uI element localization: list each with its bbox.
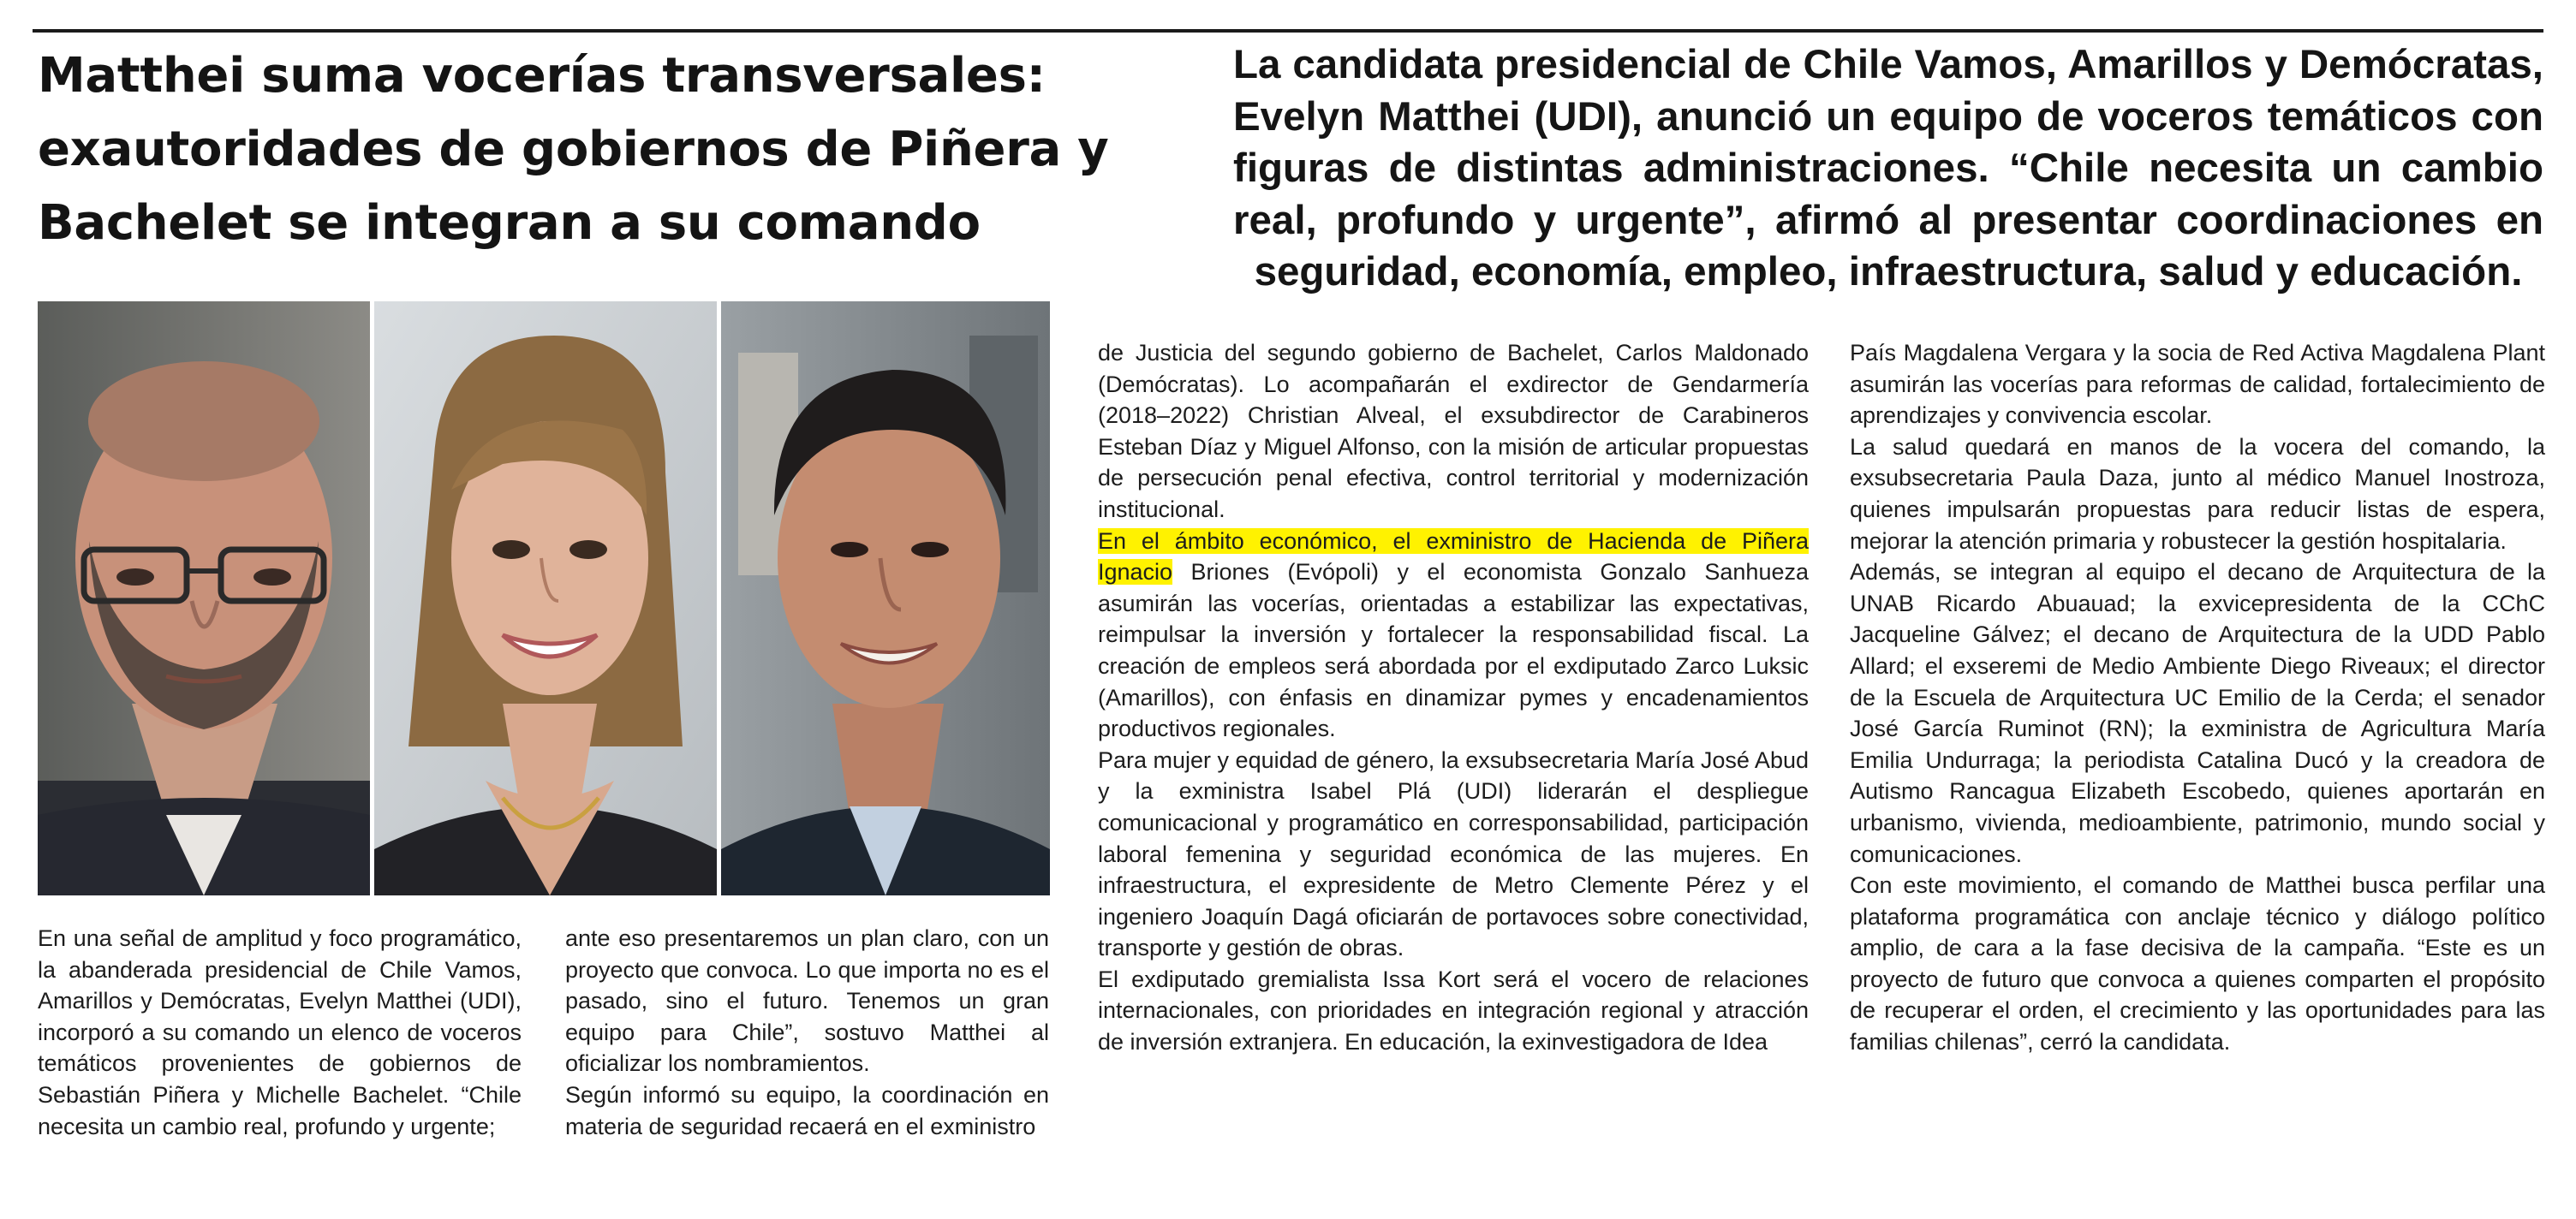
portrait-woman-smiling bbox=[374, 301, 717, 895]
column-2 bbox=[565, 923, 1049, 1142]
portrait-man-glasses bbox=[38, 301, 370, 895]
paragraph: En una señal de amplitud y foco programático, la abanderada presidencial de Chile Vamos, Amarillos y Demócratas, Evelyn Matthei (UDI), incorporó a su comando un elenco de voceros temáticos provenientes de gobiernos de Sebastián Piñera y Michelle Bachelet. “Chile necesita un cambio real, profundo y urgente; bbox=[38, 925, 522, 1139]
portrait-man-dark-hair bbox=[721, 301, 1050, 895]
paragraph: El exdiputado gremialista Issa Kort será el vocero de relaciones internacionales, con prioridades en integración regional y atracción de inversión extranjera. En educación, la exinvestigadora de Idea bbox=[1098, 966, 1809, 1055]
paragraph: Con este movimiento, el comando de Matthei busca perfilar una plataforma programática con anclaje técnico y diálogo político amplio, de cara a la fase decisiva de la campaña. “Este es un proyecto de futuro que convoca a quienes comparten el propósito de recuperar el orden, el crecimiento y las oportunidades para las familias chilenas”, cerró la candidata. bbox=[1850, 872, 2545, 1055]
column-4 bbox=[1850, 337, 2545, 1058]
paragraph-economy bbox=[1098, 526, 1809, 745]
lede: La candidata presidencial de Chile Vamos, Amarillos y Demócratas, Evelyn Matthei (UDI), anunció un equipo de voceros temáticos con figuras de distintas administraciones. “Chile necesita un cambio real, profundo y urgente”, afirmó al presentar coordinaciones en seguridad, economía, empleo, infraestructura, salud y educación. bbox=[1233, 42, 2543, 294]
paragraph: ante eso presentaremos un plan claro, con un proyecto que convoca. Lo que importa no es el pasado, sino el futuro. Tenemos un gran equipo para Chile”, sostuvo Matthei al oficializar los nombramientos. bbox=[565, 925, 1049, 1077]
column-3 bbox=[1098, 337, 1809, 1058]
paragraph: de Justicia del segundo gobierno de Bachelet, Carlos Maldonado (Demócratas). Lo acompañarán el exdirector de Gendarmería (2018–2022) Christian Alveal, el exsubdirector de Carabineros Esteban Díaz y Miguel Alfonso, con la misión de articular propuestas de persecución penal efectiva, control territorial y modernización institucional. bbox=[1098, 340, 1809, 522]
header-rule bbox=[33, 29, 2543, 33]
headline: Matthei suma vocerías transversales: exautoridades de gobiernos de Piñera y Bachelet se integran a su comando bbox=[38, 48, 1109, 251]
paragraph: País Magdalena Vergara y la socia de Red Activa Magdalena Plant asumirán las vocerías para reformas de calidad, fortalecimiento de aprendizajes y convivencia escolar. bbox=[1850, 340, 2545, 429]
paragraph: Además, se integran al equipo el decano de Arquitectura de la UNAB Ricardo Abuauad; la exvicepresidenta de la CChC Jacqueline Gálvez; el decano de Arquitectura de la UDD Pablo Allard; el exseremi de Medio Ambiente Diego Riveaux; el director de la Escuela de Arquitectura UC Emilio de la Cerda; el senador José García Ruminot (RN); la exministra de Agricultura María Emilia Undurraga; la periodista Catalina Ducó y la creadora de Autismo Rancagua Elizabeth Escobedo, quienes aportarán en urbanismo, vivienda, medioambiente, patrimonio, mundo social y comunicaciones. bbox=[1850, 559, 2545, 867]
highlighted-text: En el ámbito económico, el exministro de Hacienda de Piñera Ignacio bbox=[1098, 527, 1809, 586]
paragraph: Para mujer y equidad de género, la exsubsecretaria María José Abud y la exministra Isabel Plá (UDI) liderarán el despliegue comunicacional y programático en corresponsabilidad, participación laboral femenina y seguridad económica de las mujeres. En infraestructura, el expresidente de Metro Clemente Pérez y el ingeniero Joaquín Dagá oficiarán de portavoces sobre conectividad, transporte y gestión de obras. bbox=[1098, 746, 1809, 961]
paragraph-text: Briones (Evópoli) y el economista Gonzalo Sanhueza asumirán las vocerías, orientadas a estabilizar las expectativas, reimpulsar la inversión y fortalecer la responsabilidad fiscal. La creación de empleos será abordada por el exdiputado Zarco Luksic (Amarillos), con énfasis en dinamizar pymes y encadenamientos productivos regionales. bbox=[1098, 559, 1809, 742]
paragraph: La salud quedará en manos de la vocera del comando, la exsubsecretaria Paula Daza, junto al médico Manuel Inostroza, quienes impulsarán propuestas para reducir listas de espera, mejorar la atención primaria y robustecer la gestión hospitalaria. bbox=[1850, 433, 2545, 554]
photo-strip bbox=[38, 301, 1050, 895]
paragraph: Según informó su equipo, la coordinación en materia de seguridad recaerá en el exministro bbox=[565, 1081, 1049, 1139]
column-1 bbox=[38, 923, 522, 1142]
